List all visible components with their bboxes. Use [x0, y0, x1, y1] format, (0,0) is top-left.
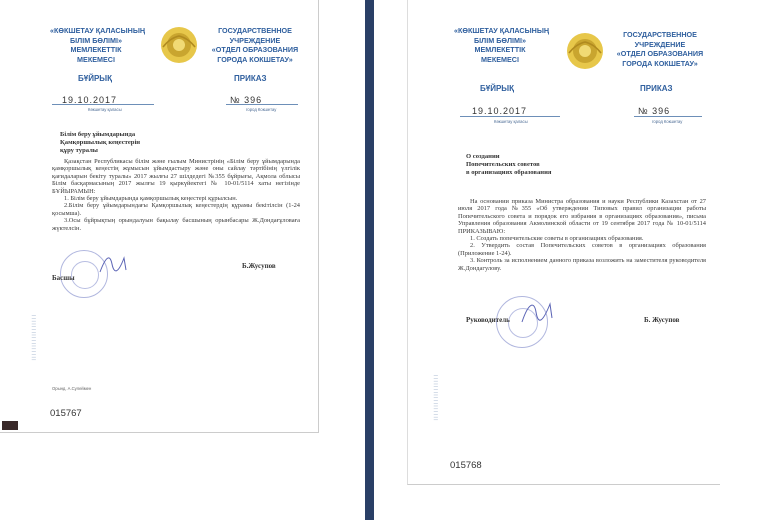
left-date: 19.10.2017 — [62, 95, 118, 105]
left-title: Білім беру ұйымдарында Қамқоршылық кеңестерін құру туралы — [60, 131, 141, 154]
right-number-line — [634, 116, 702, 117]
left-signer-name: Б.Жусупов — [242, 262, 276, 270]
right-city-ru: город Кокшетау — [652, 119, 683, 124]
left-corner-mark — [2, 421, 18, 430]
left-order-ru: ПРИКАЗ — [234, 74, 267, 83]
left-signature — [98, 252, 128, 281]
left-emblem-icon — [160, 26, 198, 64]
left-signer-title: Басшы — [52, 274, 75, 282]
left-org-ru: ГОСУДАРСТВЕННОЕ УЧРЕЖДЕНИЕ «ОТДЕЛ ОБРАЗОВАНИЯ ГОРОДА КОКШЕТАУ» — [211, 26, 299, 64]
left-date-line — [52, 104, 154, 105]
right-title: О создании Попечительских советов в организациях образования — [466, 153, 552, 176]
scan-divider — [365, 0, 374, 520]
right-date-line — [460, 116, 560, 117]
right-number: № 396 — [638, 106, 671, 116]
right-margin-text: ▏▏▏▏▏▏▏▏▏▏▏▏▏▏▏▏▏ — [434, 373, 438, 420]
left-city-ru: город Кокшетау — [246, 107, 277, 112]
left-number-line — [226, 104, 298, 105]
right-org-kz: «КӨКШЕТАУ ҚАЛАСЫНЫҢ БІЛІМ БӨЛІМІ» МЕМЛЕКЕТТІК МЕКЕМЕСІ — [454, 26, 550, 64]
left-org-kz: «КӨКШЕТАУ ҚАЛАСЫНЫҢ БІЛІМ БӨЛІМІ» МЕМЛЕКЕТТІК МЕКЕМЕСІ — [50, 26, 146, 64]
right-org-ru: ГОСУДАРСТВЕННОЕ УЧРЕЖДЕНИЕ «ОТДЕЛ ОБРАЗОВАНИЯ ГОРОДА КОКШЕТАУ» — [616, 30, 704, 68]
left-executor: Орынд. А.Сулеймен — [52, 386, 92, 391]
right-signature — [520, 298, 554, 331]
right-body: На основании приказа Министра образования и науки Республики Казахстан от 27 июля 2017 года №355 «Об утверждении Типовых правил организации работы Попечительского совета и порядок его избрания в организациях образования», письма Управления образования Акмолинской области от 19 сентября 2017 года № 10-01/5114 ПРИКАЗЫВАЮ: 1. Создать попечительские советы в организациях образования. 2. Утвердить состав Попечительских советов в организациях образования (Приложение 1-24). 3. Контроль за исполнением данного приказа возложить на заместителя руководителя Ж.Дондагулову. — [458, 198, 706, 272]
left-document — [0, 0, 319, 433]
right-city-kz: Көкшетау қаласы — [494, 119, 528, 124]
left-city-kz: Көкшетау қаласы — [88, 107, 122, 112]
right-date: 19.10.2017 — [472, 106, 528, 116]
left-margin-text: ▏▏▏▏▏▏▏▏▏▏▏▏▏▏▏▏▏ — [32, 313, 36, 360]
right-order-ru: ПРИКАЗ — [640, 84, 673, 93]
left-serial: 015767 — [50, 408, 82, 419]
right-emblem-icon — [566, 32, 604, 70]
right-order-kz: БҰЙРЫҚ — [480, 84, 514, 93]
left-body: Қазақстан Республикасы білім және ғылым Министрінің «Білім беру ұйымдарында қамқоршылық кеңестің жұмысын ұйымдастыру және оны сайлау тәртібінің үлгілік қағидаларын бекіту туралы» 2017 жылғы 27 шілдедегі №355 бұйрығы, Ақмола облысы Білім басқармасының 2017 жылғы 19 қыркүйектегі № 10-01/5114 хаты негізінде БҰЙЫРАМЫН: 1. Білім беру ұйымдарында қамқоршылық кеңестері құрылсын. 2.Білім беру ұйымдарындағы Қамқоршылық кеңестердің құрамы бекітілсін (1-24 қосымша). 3.Осы бұйрықтың орындалуын бақылау басшының орынбасары Ж.Дондағұловаға жүктелсін. — [52, 158, 300, 232]
right-signer-title: Руководитель — [466, 316, 510, 324]
right-document — [407, 0, 720, 485]
left-number: № 396 — [230, 95, 263, 105]
right-signer-name: Б. Жусупов — [644, 316, 680, 324]
left-order-kz: БҰЙРЫҚ — [78, 74, 112, 83]
right-serial: 015768 — [450, 460, 482, 471]
